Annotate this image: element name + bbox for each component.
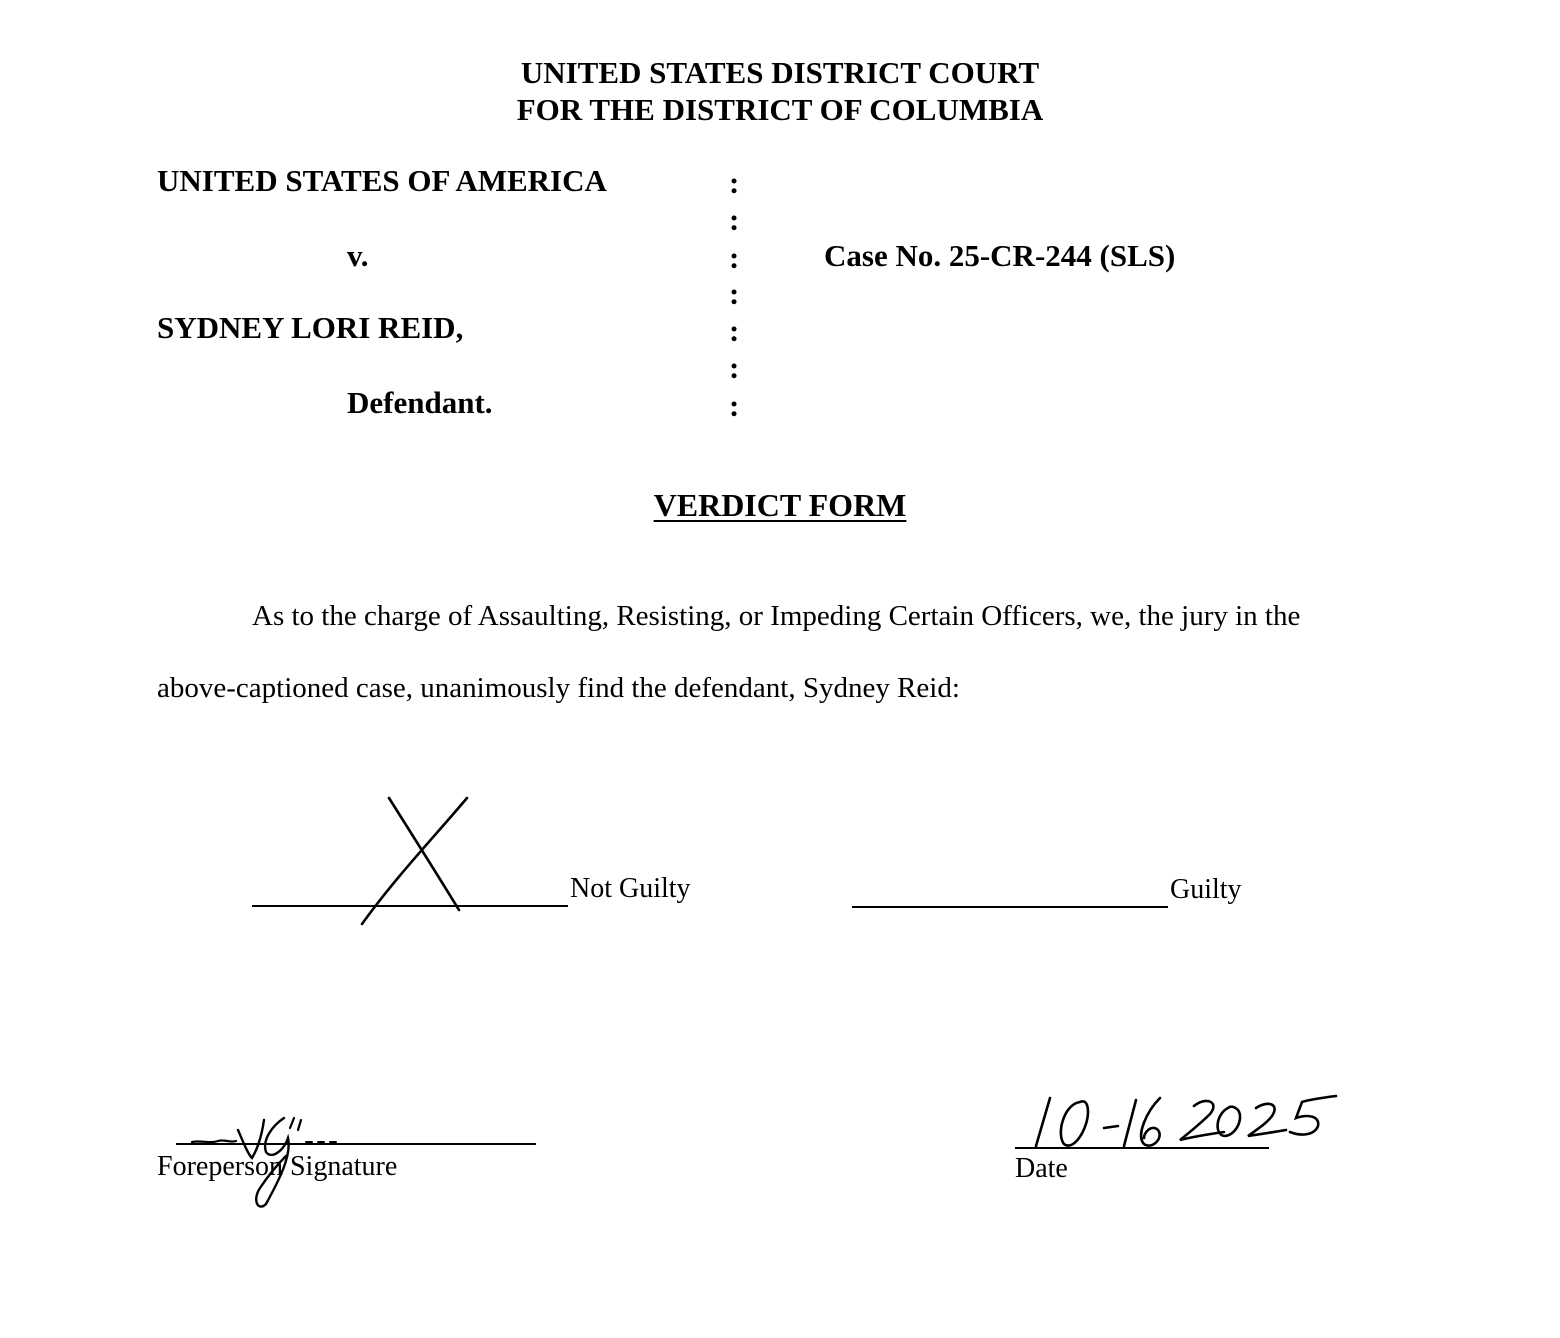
handwritten-signature bbox=[188, 1100, 368, 1215]
charge-paragraph-line1: As to the charge of Assaulting, Resisting, or Impeding Certain Officers, we, the jury in the bbox=[252, 600, 1301, 632]
foreperson-signature-label: Foreperson Signature bbox=[157, 1151, 398, 1182]
caption-separator: : bbox=[729, 350, 740, 385]
defendant-name: SYDNEY LORI REID, bbox=[157, 310, 464, 345]
caption-separator: : bbox=[729, 313, 740, 348]
caption-separator: : bbox=[729, 165, 740, 200]
charge-paragraph-line2: above-captioned case, unanimously find the defendant, Sydney Reid: bbox=[157, 672, 960, 704]
court-name-line2: FOR THE DISTRICT OF COLUMBIA bbox=[516, 92, 1044, 127]
guilty-label: Guilty bbox=[1170, 874, 1242, 905]
handwritten-x-mark bbox=[355, 792, 475, 932]
guilty-blank-line[interactable] bbox=[852, 906, 1168, 908]
verdict-form-title bbox=[0, 487, 1560, 524]
versus-label: v. bbox=[347, 238, 369, 273]
court-name-line1: UNITED STATES DISTRICT COURT bbox=[520, 55, 1040, 90]
caption-separator: : bbox=[729, 240, 740, 275]
plaintiff-name: UNITED STATES OF AMERICA bbox=[157, 163, 607, 198]
handwritten-date bbox=[1030, 1088, 1360, 1158]
defendant-label: Defendant. bbox=[347, 385, 493, 420]
case-number: Case No. 25-CR-244 (SLS) bbox=[824, 238, 1176, 273]
not-guilty-label: Not Guilty bbox=[570, 873, 691, 904]
caption-separator: : bbox=[729, 276, 740, 311]
caption-separator: : bbox=[729, 202, 740, 237]
caption-separator: : bbox=[729, 388, 740, 423]
verdict-form-title-text: VERDICT FORM bbox=[653, 487, 907, 523]
date-label: Date bbox=[1015, 1153, 1068, 1184]
